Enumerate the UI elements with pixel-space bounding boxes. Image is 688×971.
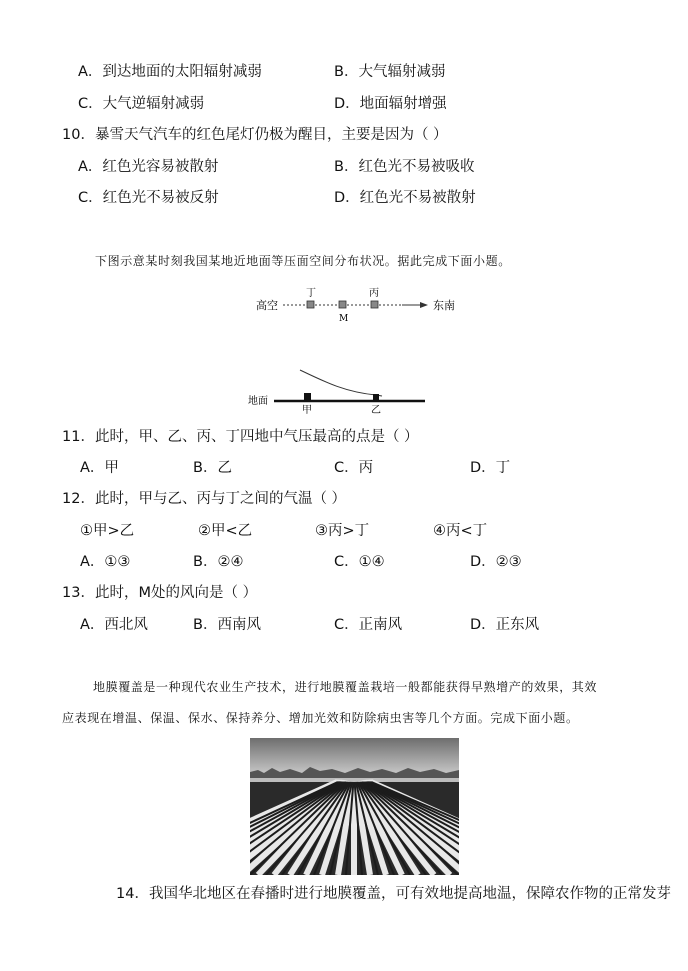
q10-option-d: D．红色光不易被散射	[334, 190, 476, 206]
q13-option-a: A．西北风	[80, 617, 148, 633]
q13-option-b: B．西南风	[193, 617, 261, 633]
q12-statement-1: ①甲>乙	[80, 523, 135, 539]
q12-option-a: A．①③	[80, 554, 131, 570]
isobar-diagram	[0, 280, 688, 430]
q12-option-b: B．②④	[193, 554, 244, 570]
q13-option-d: D．正东风	[470, 617, 540, 633]
q12-option-d: D．②③	[470, 554, 522, 570]
point-jia	[304, 393, 311, 401]
q12-statement-2: ②甲<乙	[198, 523, 253, 539]
q9-option-c: C．大气逆辐射减弱	[78, 96, 205, 112]
mulched-field-photo	[250, 738, 459, 875]
q10-stem: 10．暴雪天气汽车的红色尾灯仍极为醒目，主要是因为（ ）	[62, 127, 448, 143]
q12-statement-4: ④丙<丁	[433, 523, 488, 539]
label-yi: 乙	[371, 405, 381, 416]
q11-stem: 11．此时，甲、乙、丙、丁四地中气压最高的点是（ ）	[62, 429, 419, 445]
point-m	[339, 301, 346, 308]
point-yi	[373, 394, 379, 401]
q14-stem: 14．我国华北地区在春播时进行地膜覆盖，可有效地提高地温，保障农作物的正常发芽	[116, 886, 671, 902]
label-jia: 甲	[302, 405, 312, 416]
q13-stem: 13．此时，M处的风向是（ ）	[62, 585, 258, 601]
point-bing	[371, 301, 378, 308]
label-southeast: 东南	[433, 299, 455, 312]
q9-option-b: B．大气辐射减弱	[334, 64, 446, 80]
q11-option-b: B．乙	[193, 460, 232, 476]
intro-figure-2-line-1: 地膜覆盖是一种现代农业生产技术，进行地膜覆盖栽培一般都能获得早熟增产的效果，其效	[93, 680, 598, 694]
q10-option-a: A．红色光容易被散射	[78, 159, 219, 175]
q9-option-d: D．地面辐射增强	[334, 96, 447, 112]
label-ground: 地面	[248, 396, 268, 407]
point-ding	[307, 301, 314, 308]
isobar-curve	[300, 370, 382, 396]
label-m: M	[339, 314, 349, 324]
q12-statement-3: ③丙>丁	[315, 523, 370, 539]
q12-stem: 12．此时，甲与乙、丙与丁之间的气温（ ）	[62, 491, 347, 507]
q13-option-c: C．正南风	[334, 617, 403, 633]
direction-arrow-head	[420, 302, 428, 308]
q11-option-d: D．丁	[470, 460, 511, 476]
intro-figure-2-line-2: 应表现在增温、保温、保水、保持养分、增加光效和防除病虫害等几个方面。完成下面小题。	[62, 711, 579, 725]
intro-figure-1: 下图示意某时刻我国某地近地面等压面空间分布状况。据此完成下面小题。	[95, 254, 511, 268]
q11-option-a: A．甲	[80, 460, 119, 476]
q9-option-a: A．到达地面的太阳辐射减弱	[78, 64, 262, 80]
q10-option-c: C．红色光不易被反射	[78, 190, 219, 206]
label-ding: 丁	[306, 288, 316, 299]
q10-option-b: B．红色光不易被吸收	[334, 159, 475, 175]
label-high-altitude: 高空	[256, 299, 278, 312]
q12-option-c: C．①④	[334, 554, 385, 570]
label-bing: 丙	[369, 288, 379, 299]
q11-option-c: C．丙	[334, 460, 374, 476]
